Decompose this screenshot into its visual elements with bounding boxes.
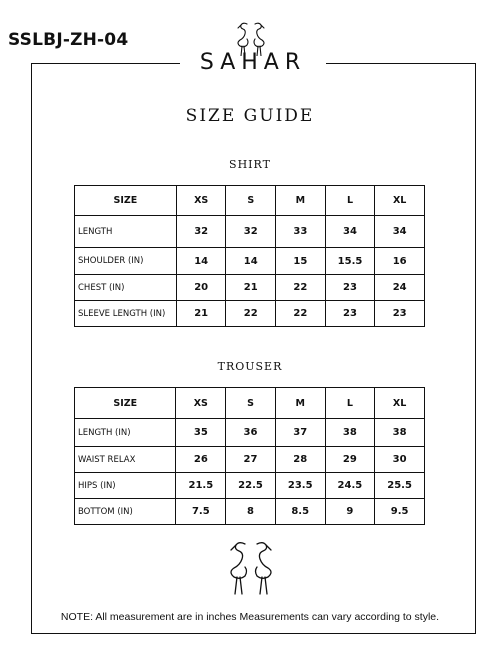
table-cell: 14 [226, 248, 276, 275]
table-cell: 37 [275, 419, 325, 447]
table-cell: 30 [375, 447, 425, 473]
table-cell: 35 [176, 419, 226, 447]
row-label: HIPS (IN) [75, 473, 176, 499]
table-cell: 21 [176, 301, 226, 327]
column-header: XS [176, 186, 226, 216]
table-cell: 23 [325, 275, 375, 301]
table-cell: 22 [276, 275, 326, 301]
shirt-heading: SHIRT [229, 158, 271, 171]
row-label: WAIST RELAX [75, 447, 176, 473]
table-header-row [75, 388, 425, 419]
table-row [75, 499, 425, 525]
column-header: S [226, 388, 276, 419]
row-label: LENGTH [75, 216, 177, 248]
table-cell: 15 [276, 248, 326, 275]
table-cell: 22 [276, 301, 326, 327]
brand-name: SAHAR [199, 50, 307, 75]
table-cell: 9 [325, 499, 375, 525]
column-header: SIZE [75, 186, 177, 216]
table-cell: 25.5 [375, 473, 425, 499]
column-header: S [226, 186, 276, 216]
table-row [75, 447, 425, 473]
table-cell: 34 [375, 216, 425, 248]
row-label: CHEST (IN) [75, 275, 177, 301]
table-row [75, 248, 425, 275]
row-label: SLEEVE LENGTH (IN) [75, 301, 177, 327]
trouser-heading: TROUSER [217, 360, 283, 373]
measurement-note: NOTE: All measurement are in inches Measurements can vary according to style. [60, 611, 440, 623]
table-cell: 20 [176, 275, 226, 301]
table-cell: 21.5 [176, 473, 226, 499]
table-cell: 23 [325, 301, 375, 327]
column-header: L [325, 186, 375, 216]
table-row [75, 473, 425, 499]
shirt-table [74, 185, 425, 327]
table-cell: 36 [226, 419, 276, 447]
table-cell: 7.5 [176, 499, 226, 525]
table-cell: 14 [176, 248, 226, 275]
column-header: SIZE [75, 388, 176, 419]
table-cell: 8 [226, 499, 276, 525]
table-cell: 38 [325, 419, 375, 447]
table-row [75, 275, 425, 301]
table-cell: 22.5 [226, 473, 276, 499]
table-row [75, 216, 425, 248]
table-cell: 22 [226, 301, 276, 327]
table-cell: 23 [375, 301, 425, 327]
table-cell: 15.5 [325, 248, 375, 275]
table-cell: 16 [375, 248, 425, 275]
table-cell: 32 [176, 216, 226, 248]
row-label: SHOULDER (IN) [75, 248, 177, 275]
table-cell: 34 [325, 216, 375, 248]
table-cell: 8.5 [275, 499, 325, 525]
row-label: BOTTOM (IN) [75, 499, 176, 525]
column-header: M [275, 388, 325, 419]
row-label: LENGTH (IN) [75, 419, 176, 447]
column-header: XL [375, 388, 425, 419]
table-cell: 29 [325, 447, 375, 473]
column-header: XL [375, 186, 425, 216]
table-cell: 28 [275, 447, 325, 473]
table-row [75, 301, 425, 327]
column-header: M [276, 186, 326, 216]
column-header: L [325, 388, 375, 419]
flamingo-pair-icon [218, 540, 284, 596]
page-title: SIZE GUIDE [185, 106, 315, 126]
table-cell: 9.5 [375, 499, 425, 525]
table-cell: 26 [176, 447, 226, 473]
table-cell: 24 [375, 275, 425, 301]
table-row [75, 419, 425, 447]
table-cell: 33 [276, 216, 326, 248]
table-cell: 32 [226, 216, 276, 248]
table-cell: 21 [226, 275, 276, 301]
product-code: SSLBJ-ZH-04 [8, 30, 129, 50]
table-header-row [75, 186, 425, 216]
table-cell: 38 [375, 419, 425, 447]
table-cell: 27 [226, 447, 276, 473]
trouser-table [74, 387, 425, 525]
table-cell: 24.5 [325, 473, 375, 499]
column-header: XS [176, 388, 226, 419]
table-cell: 23.5 [275, 473, 325, 499]
